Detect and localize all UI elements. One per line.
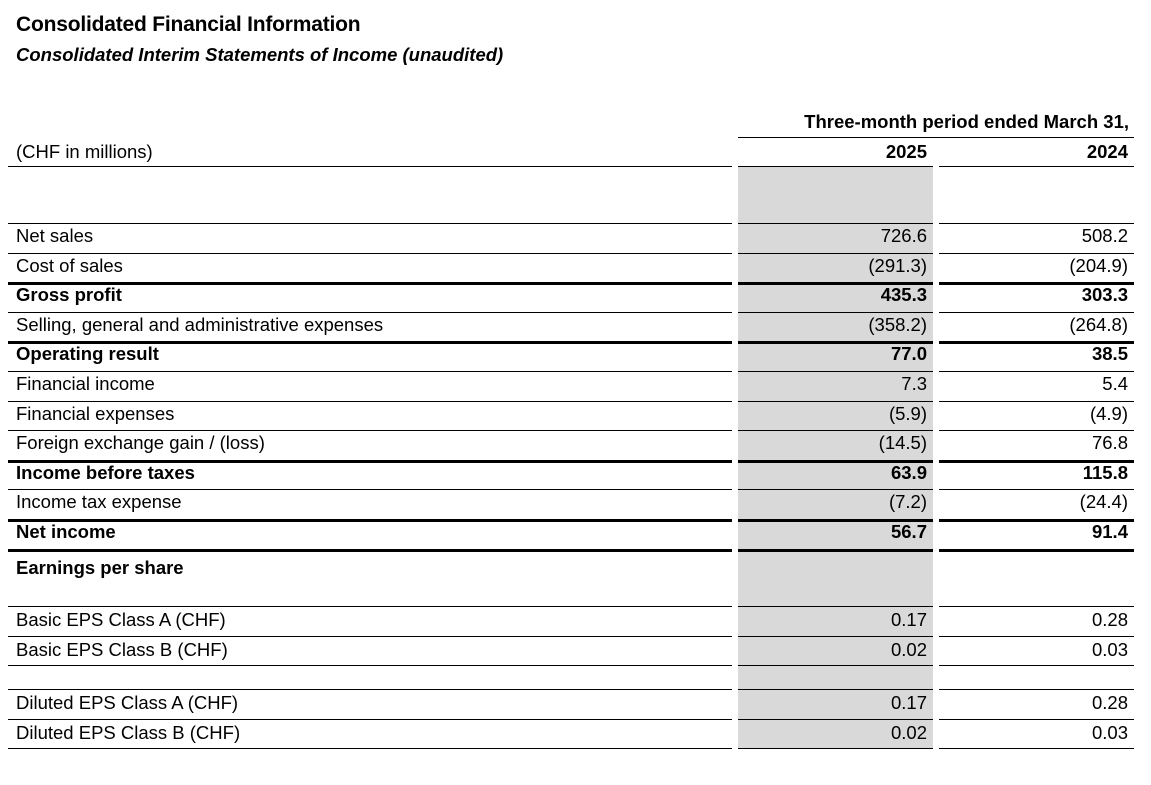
row-label: Diluted EPS Class B (CHF) bbox=[16, 722, 241, 743]
value-2024: 508.2 bbox=[1081, 225, 1128, 246]
table-rule bbox=[939, 430, 1134, 431]
year-2024-header: 2024 bbox=[1086, 141, 1128, 162]
row-label: Foreign exchange gain / (loss) bbox=[16, 432, 265, 453]
value-2024: (24.4) bbox=[1079, 491, 1128, 512]
table-rule bbox=[8, 748, 732, 749]
table-rule bbox=[939, 371, 1134, 372]
row-label: Income tax expense bbox=[16, 491, 182, 512]
value-2024: 5.4 bbox=[1102, 373, 1128, 394]
table-rule bbox=[939, 223, 1134, 224]
table-rule bbox=[738, 137, 1134, 138]
value-2024: 115.8 bbox=[1082, 462, 1128, 483]
value-2024: 0.03 bbox=[1091, 722, 1128, 743]
table-rule bbox=[939, 748, 1134, 749]
row-label: Financial income bbox=[16, 373, 155, 394]
table-rule bbox=[939, 689, 1134, 690]
row-label: Cost of sales bbox=[16, 255, 123, 276]
row-label: Net sales bbox=[16, 225, 94, 246]
table-rule bbox=[738, 401, 933, 402]
table-rule bbox=[738, 719, 933, 720]
row-label: Operating result bbox=[16, 343, 159, 364]
row-label: Income before taxes bbox=[16, 462, 195, 483]
value-2025: (5.9) bbox=[888, 403, 927, 424]
value-2024: 0.28 bbox=[1091, 609, 1128, 630]
row-label: Earnings per share bbox=[16, 557, 184, 578]
table-rule bbox=[8, 401, 732, 402]
value-2024: 0.28 bbox=[1091, 692, 1128, 713]
value-2024: 303.3 bbox=[1081, 284, 1128, 305]
table-rule bbox=[939, 606, 1134, 607]
value-2025: 77.0 bbox=[890, 343, 927, 364]
value-2025: 63.9 bbox=[890, 462, 927, 483]
table-rule bbox=[738, 253, 933, 254]
value-2025: (14.5) bbox=[878, 432, 927, 453]
value-2025: (7.2) bbox=[888, 491, 927, 512]
table-rule bbox=[738, 371, 933, 372]
value-2025: 7.3 bbox=[901, 373, 927, 394]
table-rule bbox=[8, 549, 732, 552]
value-2025: (291.3) bbox=[868, 255, 927, 276]
table-rule bbox=[939, 401, 1134, 402]
table-rule bbox=[738, 223, 933, 224]
table-rule bbox=[8, 689, 732, 690]
value-2024: (264.8) bbox=[1069, 314, 1128, 335]
table-rule bbox=[8, 719, 732, 720]
value-2025: 0.17 bbox=[890, 692, 927, 713]
table-rule bbox=[738, 312, 933, 313]
table-rule bbox=[738, 549, 933, 552]
value-2024: 76.8 bbox=[1091, 432, 1128, 453]
value-2025: 56.7 bbox=[890, 521, 927, 542]
table-rule bbox=[738, 665, 933, 666]
value-2025: 0.02 bbox=[890, 722, 927, 743]
row-label: Basic EPS Class A (CHF) bbox=[16, 609, 226, 630]
table-rule bbox=[939, 549, 1134, 552]
value-2025: 0.02 bbox=[890, 639, 927, 660]
period-header: Three-month period ended March 31, bbox=[804, 111, 1129, 132]
table-rule bbox=[738, 606, 933, 607]
units-label: (CHF in millions) bbox=[16, 141, 153, 162]
table-rule bbox=[8, 253, 732, 254]
table-rule bbox=[8, 489, 732, 490]
page-title: Consolidated Financial Information bbox=[16, 13, 361, 36]
value-2024: (4.9) bbox=[1089, 403, 1128, 424]
table-rule bbox=[8, 606, 732, 607]
table-rule bbox=[738, 636, 933, 637]
value-2024: (204.9) bbox=[1069, 255, 1128, 276]
table-rule bbox=[8, 519, 732, 522]
table-rule bbox=[8, 166, 732, 167]
table-rule bbox=[738, 689, 933, 690]
table-rule bbox=[939, 312, 1134, 313]
table-rule bbox=[738, 430, 933, 431]
value-2025: (358.2) bbox=[868, 314, 927, 335]
table-rule bbox=[8, 371, 732, 372]
value-2024: 38.5 bbox=[1091, 343, 1128, 364]
row-label: Net income bbox=[16, 521, 116, 542]
row-label: Gross profit bbox=[16, 284, 122, 305]
table-rule bbox=[8, 312, 732, 313]
table-rule bbox=[8, 223, 732, 224]
table-rule bbox=[8, 636, 732, 637]
value-2025: 726.6 bbox=[880, 225, 927, 246]
table-rule bbox=[939, 636, 1134, 637]
table-rule bbox=[8, 665, 732, 666]
table-rule bbox=[8, 430, 732, 431]
table-rule bbox=[939, 489, 1134, 490]
row-label: Financial expenses bbox=[16, 403, 175, 424]
table-rule bbox=[939, 719, 1134, 720]
table-rule bbox=[738, 748, 933, 749]
row-label: Basic EPS Class B (CHF) bbox=[16, 639, 228, 660]
value-2025: 0.17 bbox=[890, 609, 927, 630]
table-rule bbox=[939, 166, 1134, 167]
table-rule bbox=[738, 166, 933, 167]
value-2024: 91.4 bbox=[1091, 521, 1128, 542]
value-2025: 435.3 bbox=[880, 284, 927, 305]
table-rule bbox=[738, 489, 933, 490]
row-label: Diluted EPS Class A (CHF) bbox=[16, 692, 239, 713]
row-label: Selling, general and administrative expenses bbox=[16, 314, 384, 335]
table-rule bbox=[939, 253, 1134, 254]
statement-subtitle: Consolidated Interim Statements of Income (unaudited) bbox=[16, 44, 504, 65]
table-rule bbox=[939, 665, 1134, 666]
year-2025-header: 2025 bbox=[885, 141, 927, 162]
value-2024: 0.03 bbox=[1091, 639, 1128, 660]
